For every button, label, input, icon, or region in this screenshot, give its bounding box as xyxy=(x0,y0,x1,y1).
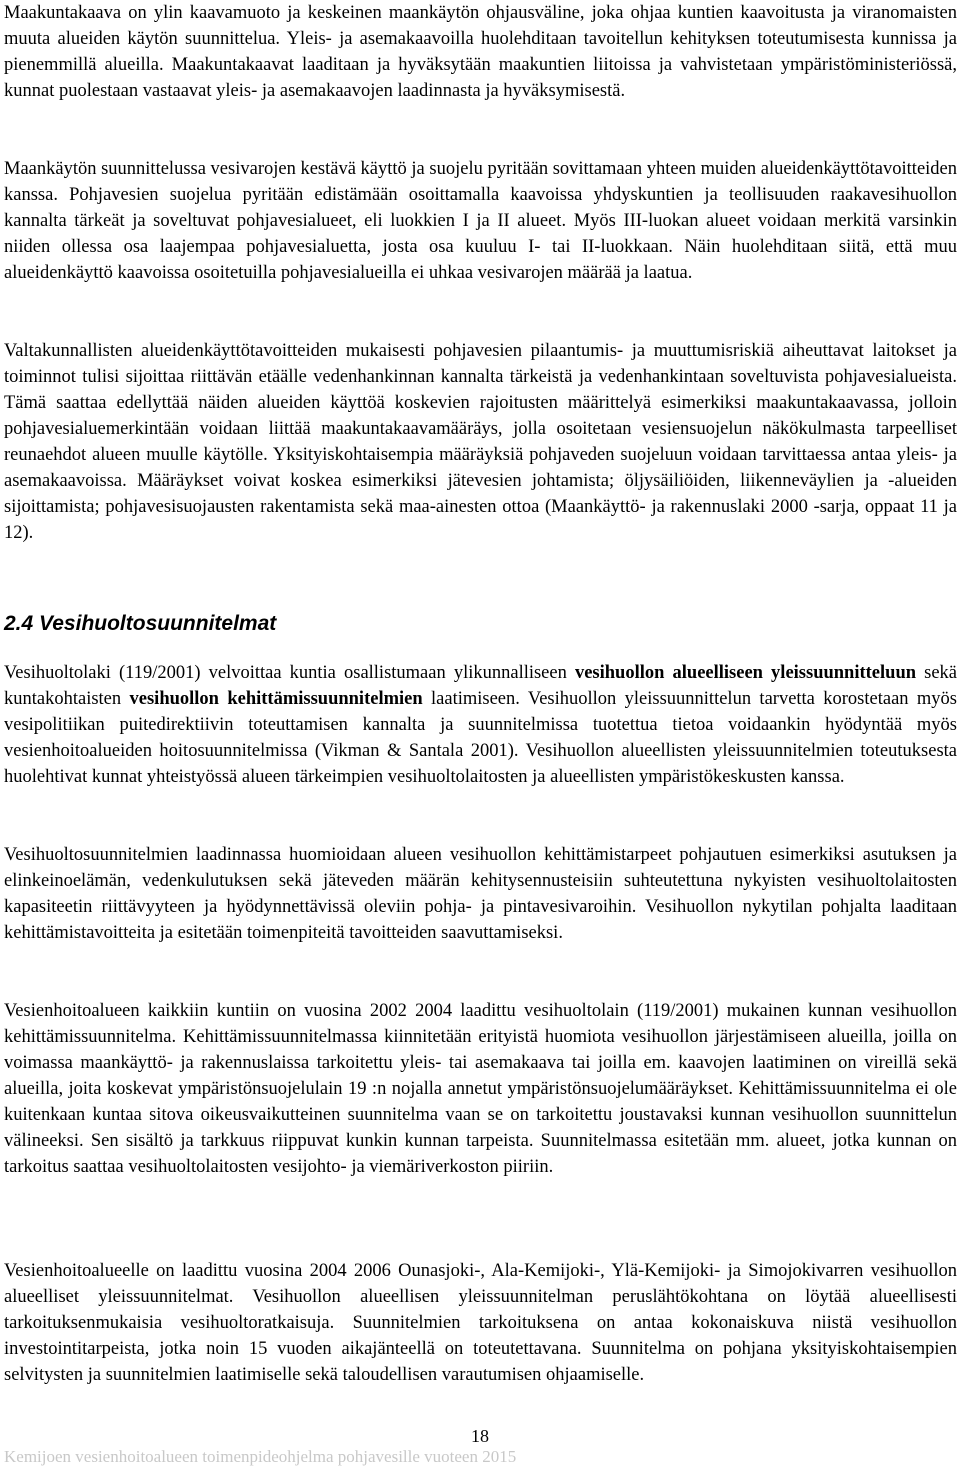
paragraph-vesihuoltolaki xyxy=(4,660,957,790)
paragraph-maankayton-suunnittelu: Maankäytön suunnittelussa vesivarojen kestävä käyttö ja suojelu pyritään sovittamaan yhteen muiden alueidenkäyttötavoitteiden kanssa. Pohjavesien suojelua pyritään edistämään osoittamalla kaavoissa yhdyskuntien ja teollisuuden raakavesihuollon kannalta tärkeät ja soveltuvat pohjavesialueet, eli luokkien I ja II alueet. Myös III-luokan alueet voidaan merkitä varsinkin niiden ollessa osa laajempaa pohjavesialuetta, josta osa kuuluu I- tai II-luokkaan. Näin huolehditaan siitä, että muu alueidenkäyttö kaavoissa osoitetuilla pohjavesialueilla ei uhkaa vesivarojen määrää ja laatua. xyxy=(4,159,958,283)
text-run: laatimiseen. Vesihuollon yleissuunnittelun tarvetta korostetaan myös vesipolitiikan puitedirektiivin toteuttamisen kannalta ja suunnitelmissa tuotettua tietoa voidaankin hyödyntää myös vesienhoitoalueiden hoitosuunnitelmissa (Vikman & Santala 2001). Vesihuollon alueellisten yleissuunnitelmien toteutuksesta huolehtivat kunnat yhteistyössä alueen tärkeimpien vesihuoltolaitosten ja alueellisten ympäristökeskusten kanssa. xyxy=(4,689,957,787)
section-heading: 2.4 Vesihuoltosuunnitelmat xyxy=(4,612,277,635)
text-run: Vesihuoltolaki (119/2001) velvoittaa kuntia osallistumaan ylikunnalliseen xyxy=(4,663,575,683)
paragraph-yleissuunnitelmat: Vesienhoitoalueelle on laadittu vuosina 2004 2006 Ounasjoki-, Ala-Kemijoki-, Ylä-Kemijoki- ja Simojokivarren vesihuollon alueelliset yleissuunnitelmat. Vesihuollon alueellisen yleissuunnitelman peruslähtökohtana on löytää alueellisesti tarkoituksenmukaisia vesihuoltoratkaisuja. Suunnitelmien tarkoituksena on antaa kokonaiskuva niistä vesihuollon investointitarpeista, jotka noin 15 vuoden aikajänteellä on toteutettavana. Suunnitelma on pohjana yksityiskohtaisempien selvitysten ja suunnitelmien laatimiselle sekä taloudellisen varautumisen ohjaamiselle. xyxy=(4,1261,957,1385)
paragraph-valtakunnalliset-tavoitteet: Valtakunnallisten alueidenkäyttötavoitteiden mukaisesti pohjavesien pilaantumis- ja muuttumisriskiä aiheuttavat laitokset ja toiminnot tulisi sijoittaa riittävän etäälle vedenhankinnan kannalta tärkeistä ja vedenhankintaan soveltuvista pohjavesialueista. Tämä saattaa edellyttää näiden alueiden käyttöä koskevien rajoitusten määrittelyä esimerkiksi maakuntakaavassa, jolloin pohjavesialuemerkintään voidaan liittää maakuntakaavamääräys, jolla osoitetaan vesiensuojelun näkökulmasta tarpeelliset reunaehdot alueen muulle käytölle. Yksityiskohtaisempia määräyksiä pohjaveden suojeluun voidaan tarvittaessa antaa yleis- ja asemakaavoissa. Määräykset voivat koskea esimerkiksi jätevesien johtamista; öljysäiliöiden, liikenneväylien ja -alueiden sijoittamista; pohjavesisuojausten rakentamista sekä maa-ainesten ottoa (Maankäyttö- ja rakennuslaki 2000 -sarja, oppaat 11 ja 12). xyxy=(4,341,957,543)
paragraph-kehittamissuunnitelma: Vesienhoitoalueen kaikkiin kuntiin on vuosina 2002 2004 laadittu vesihuoltolain (119/2001) mukainen kunnan vesihuollon kehittämissuunnitelma. Kehittämissuunnitelmassa kiinnitetään erityistä huomiota vesihuollon järjestämiseen alueilla, joilla on voimassa maankäyttö- ja rakennuslaissa tarkoitettu yleis- tai asemakaava tai joilla em. kaavojen laatiminen on vireillä sekä alueilla, joita koskevat ympäristönsuojelulain 19 :n nojalla annetut ympäristönsuojelumääräykset. Kehittämissuunnitelma ei ole kuitenkaan kuntaa sitova oikeusvaikutteinen suunnitelma vaan se on tarkoitettu joustavaksi kunnan vesihuollon suunnittelun välineeksi. Sen sisältö ja tarkkuus riippuvat kunkin kunnan tarpeista. Suunnitelmassa esitetään mm. alueet, jotka kunnan on tarkoitus saattaa vesihuoltolaitosten vesijohto- ja viemäriverkoston piiriin. xyxy=(4,1001,957,1177)
bold-text-run: vesihuollon alueelliseen yleissuunnitteluun xyxy=(574,663,917,683)
paragraph-vesihuoltosuunnitelmat: Vesihuoltosuunnitelmien laadinnassa huomioidaan alueen vesihuollon kehittämistarpeet pohjautuen esimerkiksi asutuksen ja elinkeinoelämän, vedenkulutuksen sekä jäteveden määrän kehitysennusteisiin suhteutettuna nykyisten vesihuoltolaitosten kapasiteetin riittävyyteen ja hyödynnettävissä oleviin pohja- ja pintavesivaroihin. Vesihuollon nykytilan pohjalta laaditaan kehittämistavoitteita ja esitetään toimenpiteitä tavoitteiden saavuttamiseksi. xyxy=(4,845,957,943)
bold-text-run: vesihuollon kehittämissuunnitelmien xyxy=(129,689,423,709)
page-footer: Kemijoen vesienhoitoalueen toimenpideohjelma pohjavesille vuoteen 2015 xyxy=(4,1447,517,1466)
text-run: sekä kuntakohtaisten xyxy=(4,663,958,709)
paragraph-maakuntakaava: Maakuntakaava on ylin kaavamuoto ja keskeinen maankäytön ohjausväline, joka ohjaa kuntien kaavoitusta ja viranomaisten muuta alueiden käytön suunnittelua. Yleis- ja asemakaavoilla huolehditaan tavoitellun kehityksen toteutumisesta kunnissa ja pienemmillä alueilla. Maakuntakaavat laaditaan ja hyväksytään maakuntien liitoissa ja vahvistetaan ympäristöministeriössä, kunnat puolestaan vastaavat yleis- ja asemakaavojen laadinnasta ja hyväksymisestä. xyxy=(4,3,957,101)
page-number: 18 xyxy=(471,1426,489,1446)
